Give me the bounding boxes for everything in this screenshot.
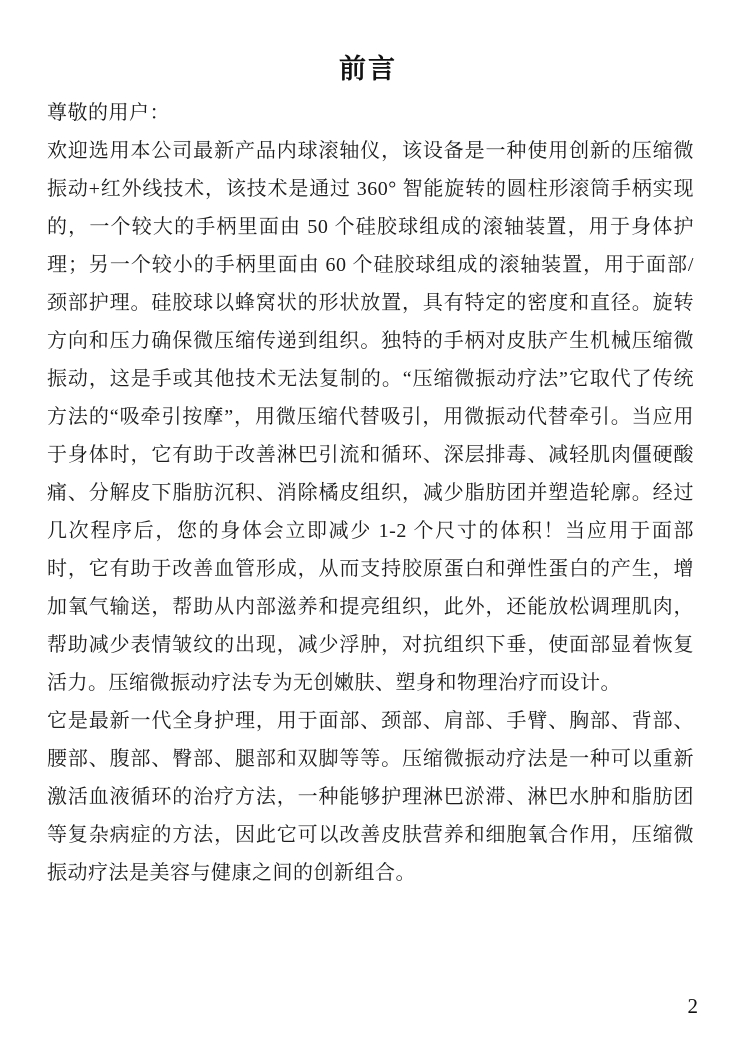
page-number: 2 xyxy=(687,994,698,1018)
document-body xyxy=(0,86,736,892)
greeting-line: 尊敬的用户： xyxy=(47,102,170,124)
paragraph-full-body-care: 它是最新一代全身护理，用于面部、颈部、肩部、手臂、胸部、背部、腰部、腹部、臀部、腿部和双脚等等。压缩微振动疗法是一种可以重新激活血液循环的治疗方法，一种能够护理淋巴淤滞、淋巴水肿和脂肪团等复杂病症的方法，因此它可以改善皮肤营养和细胞氧合作用，压缩微振动疗法是美容与健康之间的创新组合。 xyxy=(47,710,694,884)
paragraph-intro-product: 欢迎选用本公司最新产品内球滚轴仪，该设备是一种使用创新的压缩微振动+红外线技术，该技术是通过 360° 智能旋转的圆柱形滚筒手柄实现的，一个较大的手柄里面由 50 个硅胶球组成的滚轴装置，用于身体护理；另一个较小的手柄里面由 60 个硅胶球组成的滚轴装置，用于面部/颈部护理。硅胶球以蜂窝状的形状放置，具有特定的密度和直径。旋转方向和压力确保微压缩传递到组织。独特的手柄对皮肤产生机械压缩微振动，这是手或其他技术无法复制的。“压缩微振动疗法”它取代了传统方法的“吸牵引按摩”，用微压缩代替吸引，用微振动代替牵引。当应用于身体时，它有助于改善淋巴引流和循环、深层排毒、减轻肌肉僵硬酸痛、分解皮下脂肪沉积、消除橘皮组织，减少脂肪团并塑造轮廓。经过几次程序后，您的身体会立即减少 1-2 个尺寸的体积！当应用于面部时，它有助于改善血管形成，从而支持胶原蛋白和弹性蛋白的产生，增加氧气输送，帮助从内部滋养和提亮组织，此外，还能放松调理肌肉，帮助减少表情皱纹的出现，减少浮肿，对抗组织下垂，使面部显着恢复活力。压缩微振动疗法专为无创嫩肤、塑身和物理治疗而设计。 xyxy=(47,140,694,694)
page-title: 前言 xyxy=(339,54,397,84)
